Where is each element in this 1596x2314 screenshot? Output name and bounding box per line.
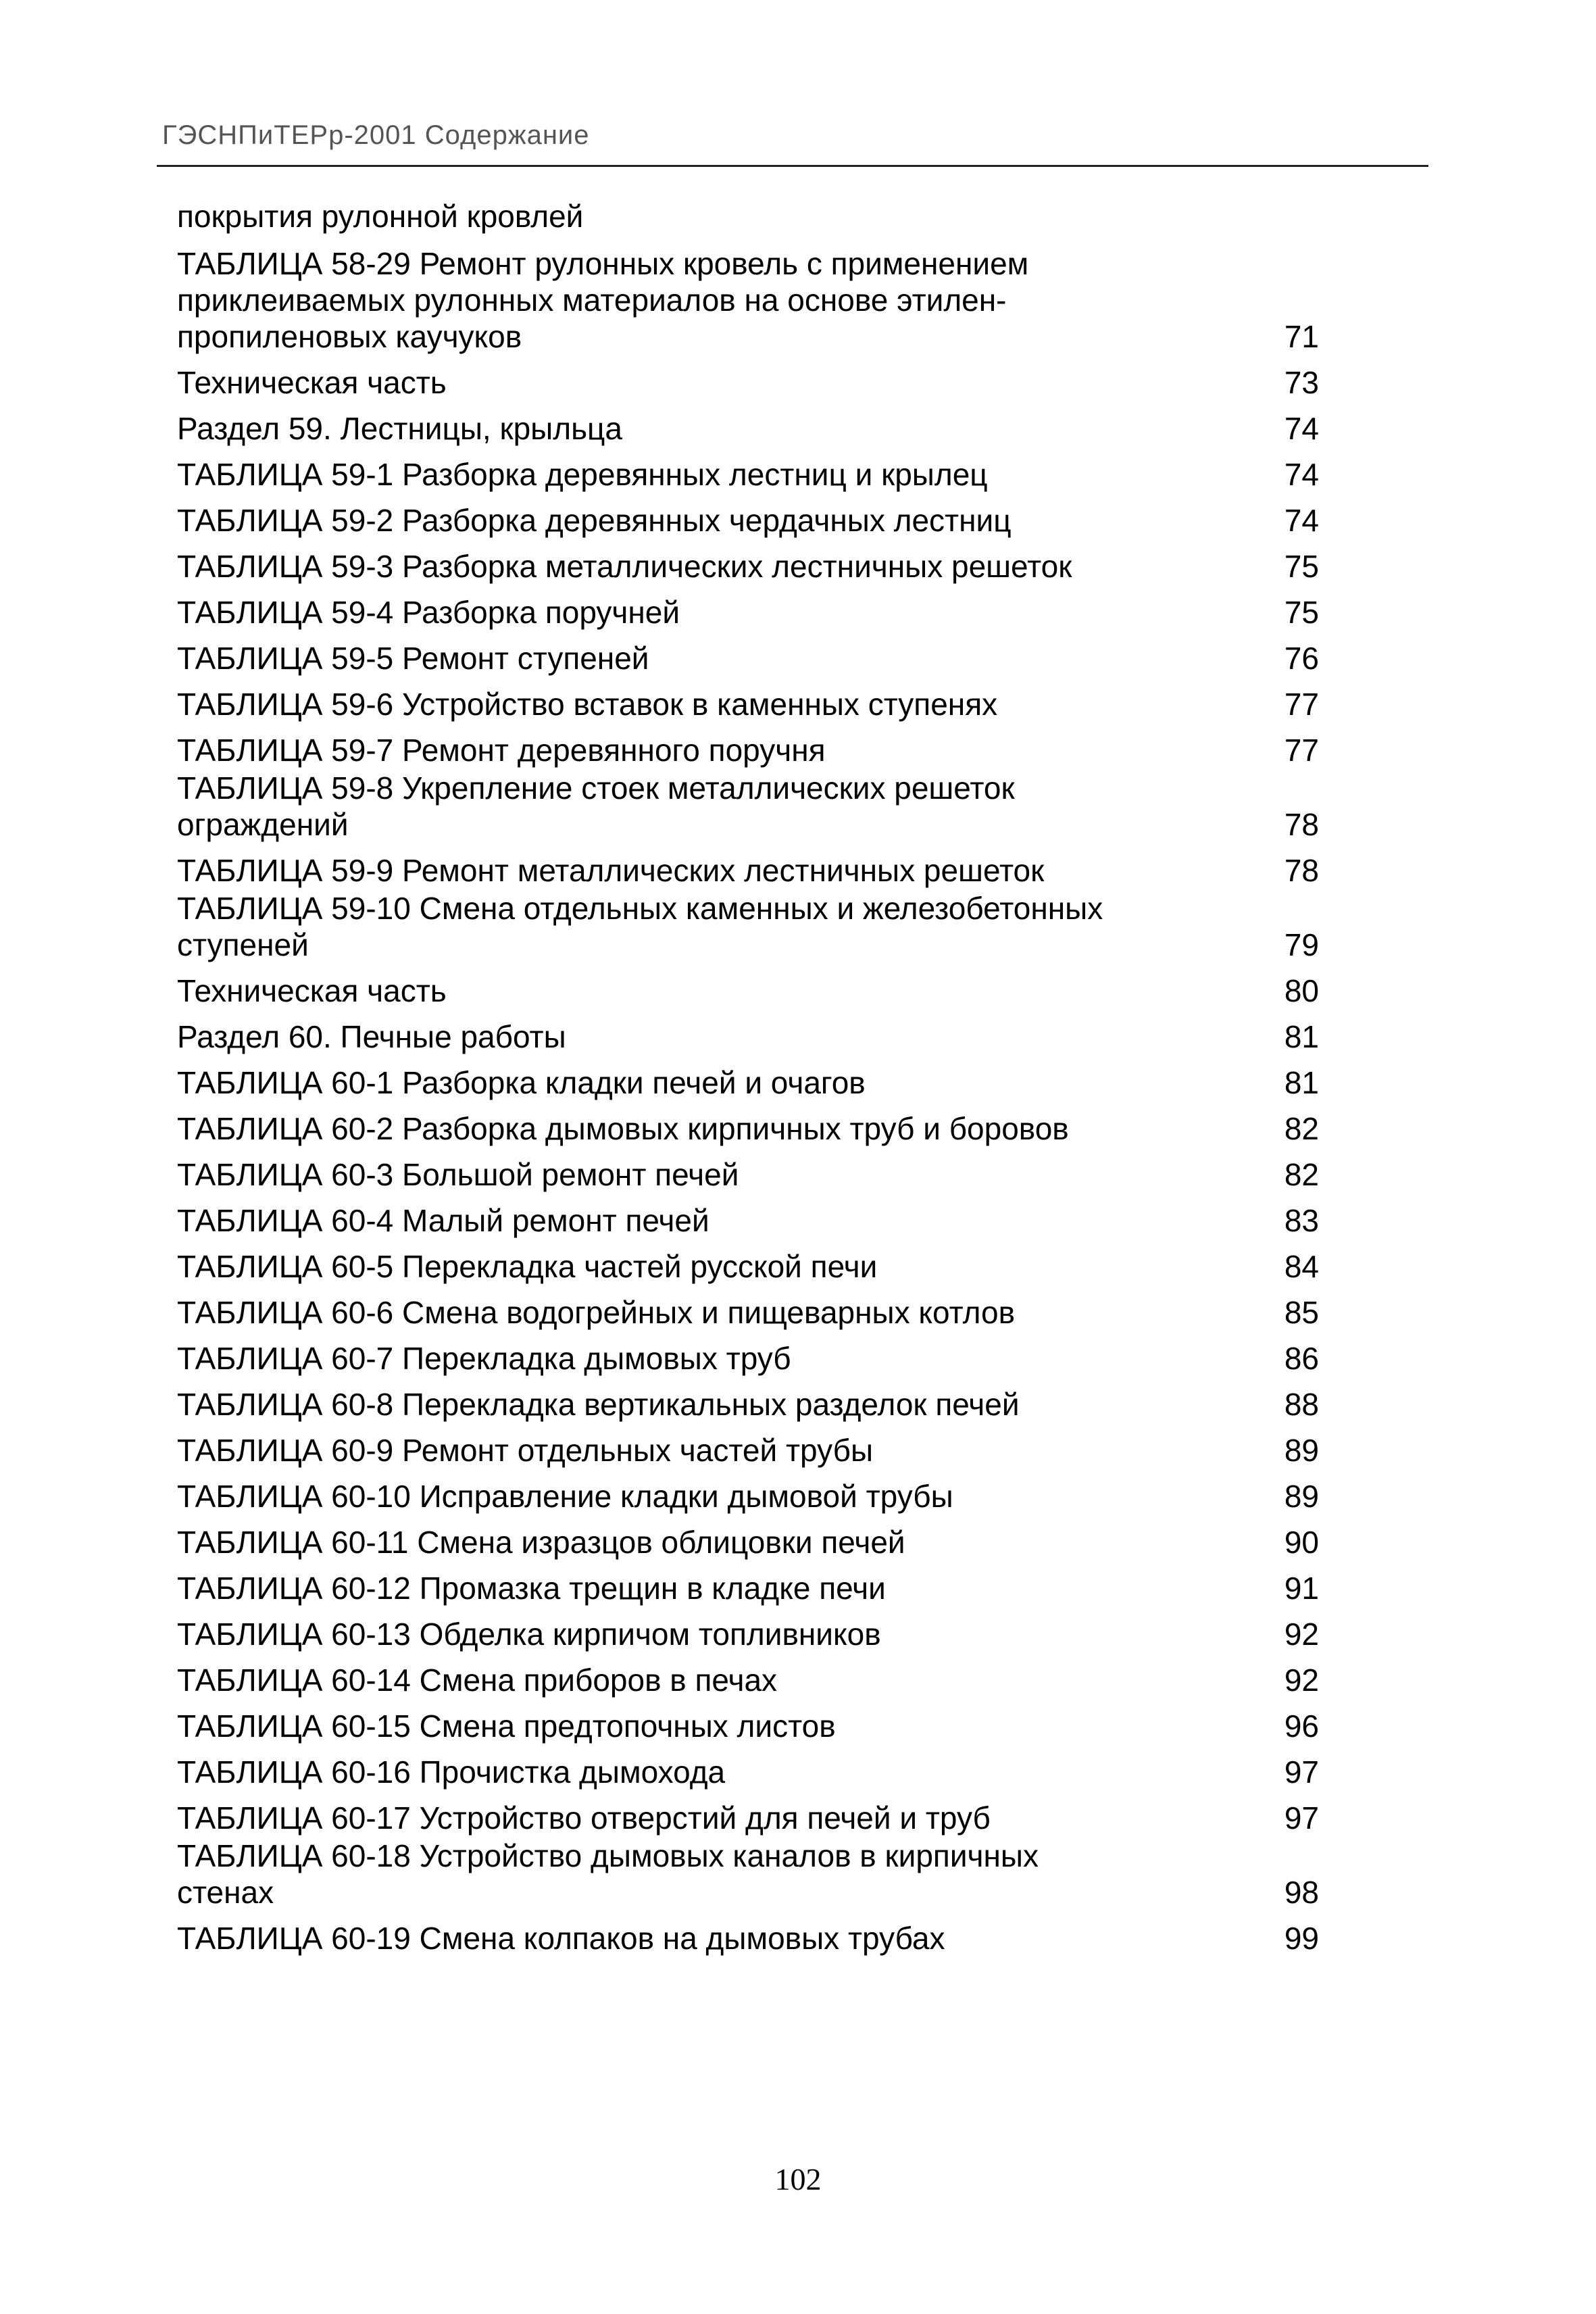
toc-entry-text: ТАБЛИЦА 59-3 Разборка металлических лестничных решеток	[177, 549, 1072, 584]
toc-entry-text: ограждений	[177, 807, 349, 842]
toc-entry-page: 97	[1284, 1800, 1319, 1836]
toc-entry-text: ТАБЛИЦА 59-1 Разборка деревянных лестниц и крылец	[177, 457, 988, 492]
toc-entry-page: 83	[1284, 1203, 1319, 1238]
toc-entry-page: 96	[1284, 1708, 1319, 1744]
toc-entry-page: 82	[1284, 1111, 1319, 1146]
toc-entry-page: 85	[1284, 1295, 1319, 1330]
toc-entry-page: 74	[1284, 503, 1319, 538]
toc-entry-page: 74	[1284, 411, 1319, 446]
toc-entry-text: ТАБЛИЦА 60-12 Промазка трещин в кладке печи	[177, 1571, 886, 1606]
toc-entry-text: пропиленовых каучуков	[177, 319, 522, 354]
toc-entry-page: 75	[1284, 595, 1319, 630]
toc-entry-text: ТАБЛИЦА 60-18 Устройство дымовых каналов в кирпичных	[177, 1838, 1039, 1873]
toc-entry-page: 99	[1284, 1921, 1319, 1956]
toc-entry-text: ТАБЛИЦА 58-29 Ремонт рулонных кровель с применением	[177, 246, 1029, 281]
toc-entry-text: ТАБЛИЦА 60-13 Обделка кирпичом топливников	[177, 1617, 881, 1652]
toc-entry-page: 78	[1284, 853, 1319, 888]
toc-entry-text: ТАБЛИЦА 59-7 Ремонт деревянного поручня	[177, 733, 826, 768]
toc-entry-page: 71	[1284, 319, 1319, 354]
toc-entry-text: ТАБЛИЦА 59-4 Разборка поручней	[177, 595, 680, 630]
toc-entry-text: ТАБЛИЦА 60-2 Разборка дымовых кирпичных труб и боровов	[177, 1111, 1069, 1146]
toc-entry-page: 88	[1284, 1387, 1319, 1422]
toc-entry-page: 82	[1284, 1157, 1319, 1192]
toc-entry-text: ТАБЛИЦА 60-10 Исправление кладки дымовой трубы	[177, 1479, 953, 1514]
toc-entry-page: 89	[1284, 1433, 1319, 1468]
toc-entry-text: ТАБЛИЦА 59-6 Устройство вставок в каменных ступенях	[177, 687, 998, 722]
toc-entry-page: 75	[1284, 549, 1319, 584]
page-number: 102	[774, 2162, 822, 2196]
toc-entry-page: 84	[1284, 1249, 1319, 1284]
toc-entry-text: ТАБЛИЦА 60-8 Перекладка вертикальных разделок печей	[177, 1387, 1020, 1422]
toc-entry-text: Раздел 59. Лестницы, крыльца	[177, 411, 622, 446]
toc-entry-text: ТАБЛИЦА 60-7 Перекладка дымовых труб	[177, 1341, 791, 1376]
toc-entry-page: 86	[1284, 1341, 1319, 1376]
toc-entry-text: ТАБЛИЦА 60-5 Перекладка частей русской печи	[177, 1249, 878, 1284]
toc-entry-text: ТАБЛИЦА 60-11 Смена изразцов облицовки печей	[177, 1525, 905, 1560]
toc-entry-text: покрытия рулонной кровлей	[177, 199, 584, 234]
toc-entry-page: 91	[1284, 1571, 1319, 1606]
toc-entry-text: стенах	[177, 1875, 274, 1910]
toc-entry-text: ТАБЛИЦА 60-19 Смена колпаков на дымовых трубах	[177, 1921, 945, 1956]
toc-entry-text: ТАБЛИЦА 60-14 Смена приборов в печах	[177, 1663, 778, 1698]
toc-entry-page: 73	[1284, 365, 1319, 400]
running-header: ГЭСНПиТЕРр-2001 Содержание	[162, 120, 590, 150]
toc-entry-text: ТАБЛИЦА 59-10 Смена отдельных каменных и железобетонных	[177, 891, 1103, 926]
toc-entry-text: ТАБЛИЦА 60-6 Смена водогрейных и пищеварных котлов	[177, 1295, 1016, 1330]
toc-entry-page: 74	[1284, 457, 1319, 492]
toc-entry-text: ТАБЛИЦА 60-15 Смена предтопочных листов	[177, 1708, 836, 1744]
toc-entry-text: ТАБЛИЦА 60-3 Большой ремонт печей	[177, 1157, 739, 1192]
toc-entry-page: 77	[1284, 687, 1319, 722]
toc-entry-page: 77	[1284, 733, 1319, 768]
toc-entry-page: 78	[1284, 807, 1319, 842]
toc-entry-text: ТАБЛИЦА 60-9 Ремонт отдельных частей трубы	[177, 1433, 874, 1468]
toc-entry-page: 81	[1284, 1065, 1319, 1100]
toc-entry-text: ТАБЛИЦА 60-1 Разборка кладки печей и очагов	[177, 1065, 866, 1100]
toc-entry-text: ТАБЛИЦА 59-2 Разборка деревянных чердачных лестниц	[177, 503, 1012, 538]
toc-entry-text: ТАБЛИЦА 59-8 Укрепление стоек металлических решеток	[177, 770, 1015, 806]
toc-entry-page: 90	[1284, 1525, 1319, 1560]
toc-entry-page: 98	[1284, 1875, 1319, 1910]
toc-entry-text: Техническая часть	[177, 365, 447, 400]
toc-entry-text: приклеиваемых рулонных материалов на основе этилен-	[177, 282, 1007, 318]
toc-entry-page: 92	[1284, 1663, 1319, 1698]
toc-entry-text: Техническая часть	[177, 973, 447, 1008]
toc-entry-text: ТАБЛИЦА 60-17 Устройство отверстий для печей и труб	[177, 1800, 991, 1836]
toc-entry-page: 89	[1284, 1479, 1319, 1514]
toc-entry-page: 76	[1284, 641, 1319, 676]
toc-entry-page: 79	[1284, 927, 1319, 962]
toc-entry-text: Раздел 60. Печные работы	[177, 1019, 566, 1054]
toc-entry-text: ТАБЛИЦА 59-5 Ремонт ступеней	[177, 641, 649, 676]
toc-entry-text: ТАБЛИЦА 60-16 Прочистка дымохода	[177, 1754, 726, 1790]
toc-entry-text: ступеней	[177, 927, 309, 962]
toc-entry-page: 80	[1284, 973, 1319, 1008]
toc-entry-page: 97	[1284, 1754, 1319, 1790]
toc-entry-page: 92	[1284, 1617, 1319, 1652]
toc-entry-page: 81	[1284, 1019, 1319, 1054]
toc-entry-text: ТАБЛИЦА 59-9 Ремонт металлических лестничных решеток	[177, 853, 1045, 888]
toc-entry-text: ТАБЛИЦА 60-4 Малый ремонт печей	[177, 1203, 709, 1238]
